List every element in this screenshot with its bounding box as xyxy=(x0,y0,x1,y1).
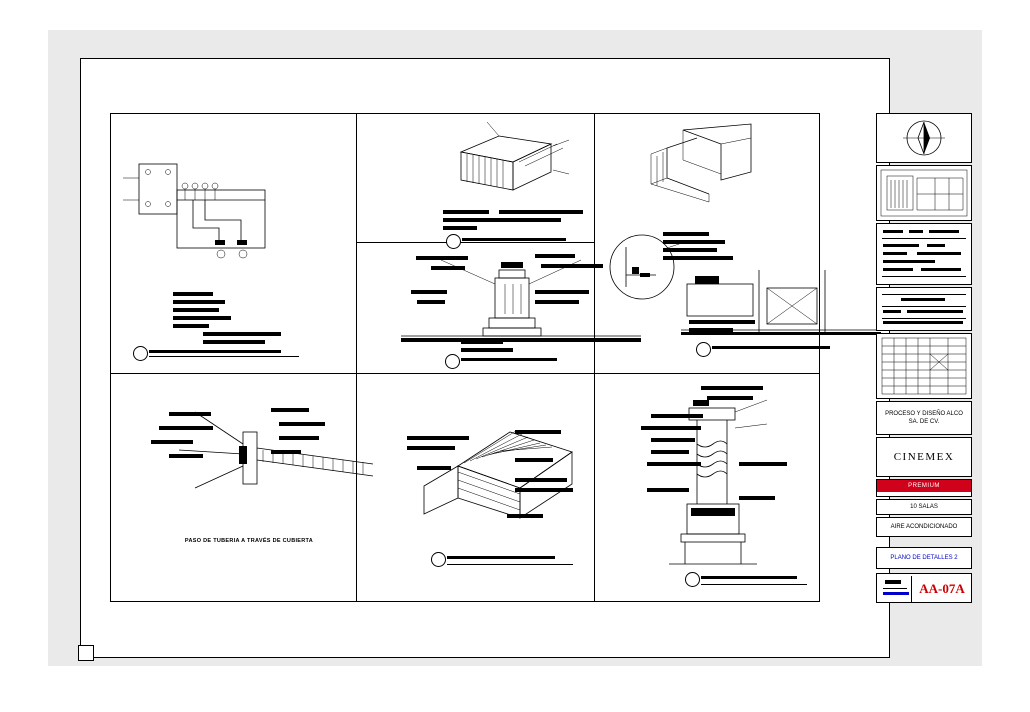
company-line-2: SA. DE CV. xyxy=(908,419,940,425)
system-label: AIRE ACONDICIONADO xyxy=(890,523,958,530)
frame-divider-horizontal-mid xyxy=(356,242,594,243)
detail-marker xyxy=(446,234,461,249)
project-label: 10 SALAS xyxy=(910,503,938,510)
project-box xyxy=(876,499,972,515)
drawing-frame xyxy=(110,113,820,602)
key-plan-2 xyxy=(876,223,972,285)
system-box xyxy=(876,517,972,537)
detail-marker xyxy=(685,572,700,587)
premium-label: PREMIUM xyxy=(877,480,971,492)
panel6-caption: PASO DE TUBERIA A TRAVÉS DE CUBIERTA xyxy=(184,538,314,544)
data-table xyxy=(876,333,972,399)
company-box xyxy=(876,401,972,435)
brand-box xyxy=(876,437,972,477)
revision-strip xyxy=(876,287,972,331)
detail-marker xyxy=(431,552,446,567)
sheet-title-box xyxy=(876,547,972,569)
detail-marker xyxy=(696,342,711,357)
detail-marker xyxy=(133,346,148,361)
sheet-code: AA-07A xyxy=(919,581,965,596)
title-block xyxy=(876,113,972,659)
frame-divider-vertical-1 xyxy=(356,114,357,601)
company-line-1: PROCESO Y DISEÑO ALCO xyxy=(885,410,963,417)
detail-marker xyxy=(445,354,460,369)
north-arrow-box xyxy=(876,113,972,163)
sheet-code-box xyxy=(876,573,972,603)
key-plan-1 xyxy=(876,165,972,221)
sheet-title-label: PLANO DE DETALLES 2 xyxy=(890,555,958,561)
brand-name: CINEMEX xyxy=(893,451,955,463)
premium-badge xyxy=(876,479,972,497)
frame-divider-horizontal-main xyxy=(111,373,819,374)
corner-registration-mark xyxy=(78,645,94,661)
